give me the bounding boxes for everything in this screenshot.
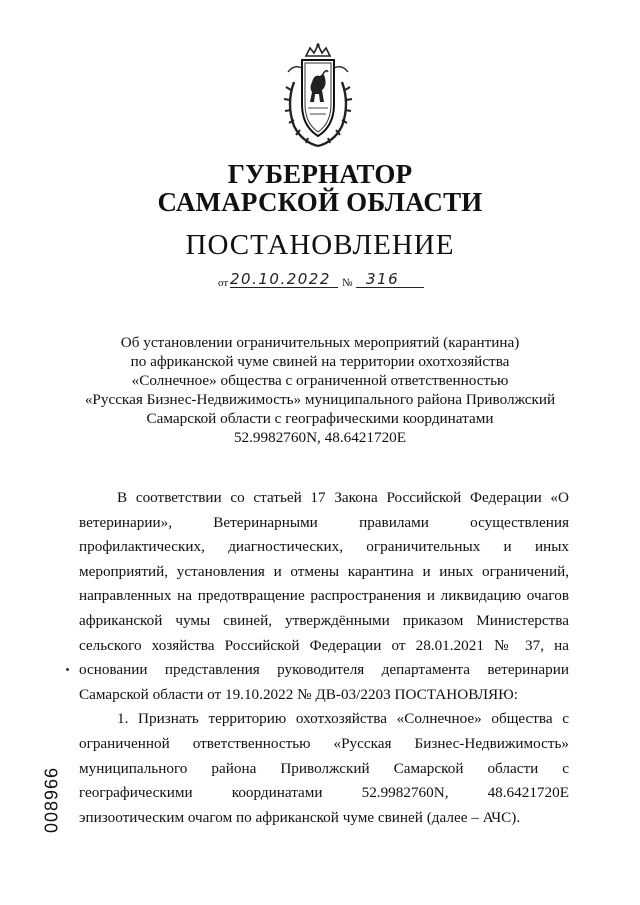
region-title: САМАРСКОЙ ОБЛАСТИ xyxy=(157,187,483,217)
serial-number-text: 008966 xyxy=(41,766,62,834)
side-serial-number xyxy=(41,760,63,840)
clause-1-paragraph: 1. Признать территорию охотхозяйства «Солнечное» общества с ограниченной ответственностью «Русская Бизнес-Недвижимость» муниципального района Приволжский Самарской области с географическими координатами 52.9982760N, 48.6421720E эпизоотическим очагом по африканской чуме свиней (далее – АЧС). xyxy=(79,710,569,826)
subject-line: по африканской чуме свиней на территории охотхозяйства xyxy=(130,353,510,370)
number-underline xyxy=(356,287,424,288)
governor-title: ГУБЕРНАТОР xyxy=(227,159,413,189)
subject-line: «Русская Бизнес-Недвижимость» муниципального района Приволжский xyxy=(84,391,556,408)
preamble-paragraph: В соответствии со статьей 17 Закона Российской Федерации «О ветеринарии», Ветеринарными правилами осуществления профилактических, диагностических, ограничительных и иных мероприятий, установления и отмены карантина и иных ограничений, направленных на предотвращение распространения и ликвидацию очагов африканской чумы свиней, утверждёнными приказом Министерства сельского хозяйства Российской Федерации от 28.01.2021 № 37, на основании представления руководителя департамента ветеринарии Самарской области от 19.10.2022 № ДВ-03/2203 ПОСТАНОВЛЯЮ: xyxy=(79,489,569,703)
document-date: 20.10.2022 xyxy=(230,270,331,288)
document-subject xyxy=(60,333,580,447)
subject-line: «Солнечное» общества с ограниченной ответственностью xyxy=(131,372,509,389)
subject-line: Об установлении ограничительных мероприятий (карантина) xyxy=(120,334,520,351)
subject-line: Самарской области с географическими координатами xyxy=(146,410,494,427)
number-label: № xyxy=(342,277,353,289)
date-number-line xyxy=(218,271,438,291)
scan-dot xyxy=(66,668,69,671)
date-prefix: от xyxy=(218,277,229,289)
coat-of-arms-emblem xyxy=(280,42,356,150)
document-number: 316 xyxy=(366,270,400,288)
document-body xyxy=(79,486,569,830)
document-type: ПОСТАНОВЛЕНИЕ xyxy=(185,229,455,261)
date-underline xyxy=(230,287,338,288)
subject-line: 52.9982760N, 48.6421720E xyxy=(233,429,407,446)
